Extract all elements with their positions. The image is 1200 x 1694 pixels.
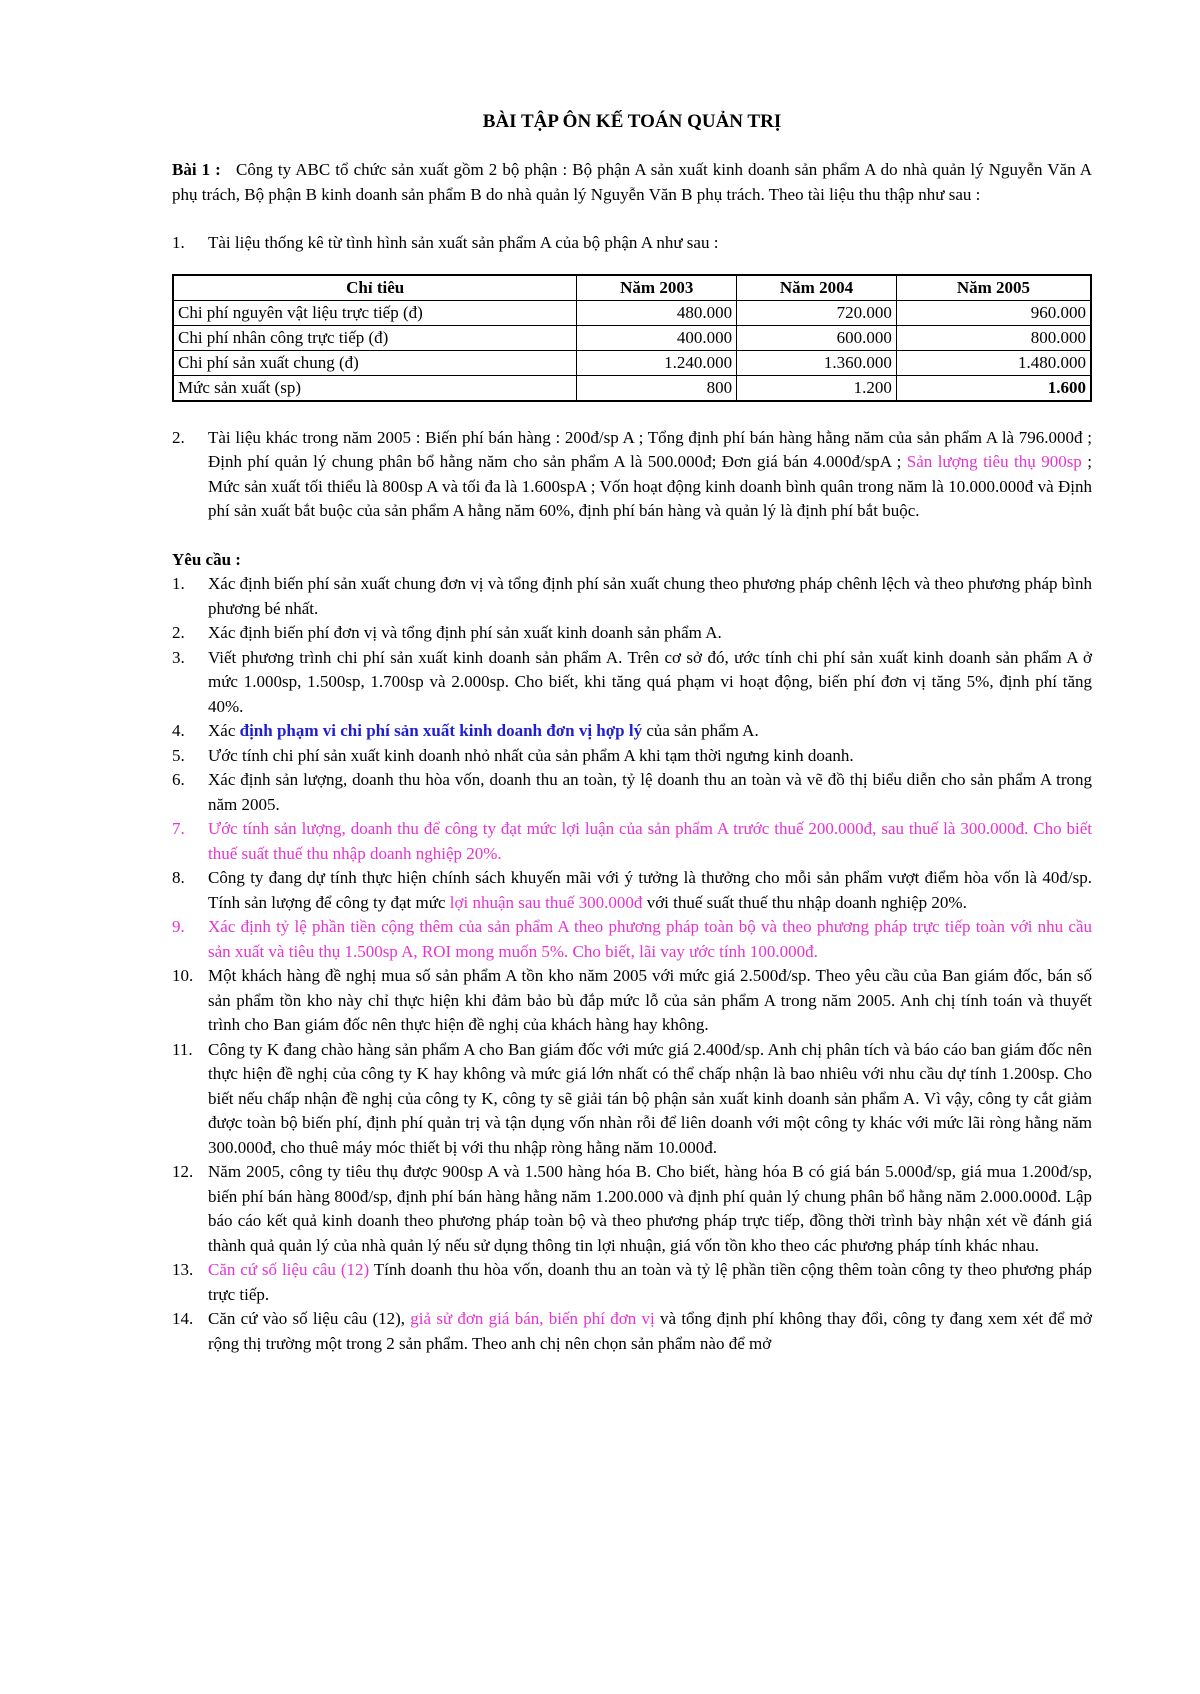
table-row	[173, 375, 1091, 401]
table-row	[173, 350, 1091, 375]
table-cell: Chi phí nguyên vật liệu trực tiếp (đ)	[173, 300, 577, 325]
item-text: Năm 2005, công ty tiêu thụ được 900sp A và 1.500 hàng hóa B. Cho biết, hàng hóa B có giá bán 5.000đ/sp, giá mua 1.200đ/sp, biến phí bán hàng 800đ/sp, định phí bán hàng hằng năm 1.200.000 và định phí quản lý chung phân bổ hằng năm 2.000.000đ. Lập báo cáo kết quả kinh doanh theo phương pháp toàn bộ và theo phương pháp trực tiếp, đồng thời trình bày nhận xét về đánh giá thành quả quản lý của nhà quản lý nếu sử dụng thông tin lợi nhuận, giá vốn tồn kho theo các phương pháp tính khác nhau.	[208, 1162, 1092, 1255]
highlight-text: lợi nhuận sau thuế 300.000đ	[449, 892, 643, 912]
data-item-1	[172, 231, 1092, 256]
item-text: Ước tính sản lượng, doanh thu để công ty đạt mức lợi luận của sản phẩm A trước thuế 200.000đ, sau thuế là 300.000đ. Cho biết thuế suất thuế thu nhập doanh nghiệp 20%.	[208, 819, 1092, 863]
table-cell: 960.000	[896, 300, 1091, 325]
item-text: Xác	[208, 721, 240, 740]
item-text: Tài liệu khác trong năm 2005 : Biến phí bán hàng : 200đ/sp A ; Tổng định phí bán hàng hằng năm của sản phẩm A là 796.000đ ; Định phí quản lý chung phân bổ hằng năm cho sản phẩm A là 500.000đ; Đơn giá bán 4.000đ/spA ;	[208, 427, 1092, 471]
table-cell: 600.000	[737, 325, 897, 350]
list-item	[172, 866, 1092, 915]
list-item	[172, 1307, 1092, 1356]
item-number: 2.	[172, 623, 185, 642]
list-item	[172, 1258, 1092, 1307]
bai1-label: Bài 1 :	[172, 160, 221, 179]
table-cell: Mức sản xuất (sp)	[173, 375, 577, 401]
item-text: Xác định sản lượng, doanh thu hòa vốn, doanh thu an toàn, tỷ lệ doanh thu an toàn và vẽ đồ thị biểu diễn cho sản phẩm A trong năm 2005.	[208, 770, 1092, 814]
item-text: Căn cứ vào số liệu câu (12),	[208, 1309, 411, 1328]
item-text: Ước tính chi phí sản xuất kinh doanh nhỏ nhất của sản phẩm A khi tạm thời ngưng kinh doanh.	[208, 745, 854, 765]
document-title: BÀI TẬP ÔN KẾ TOÁN QUẢN TRỊ	[482, 111, 782, 132]
list-item	[172, 744, 1092, 769]
table-header-cell: Năm 2004	[737, 275, 897, 301]
item-number: 3.	[172, 647, 185, 667]
table-cell: 1.360.000	[737, 350, 897, 375]
table-cell: 800.000	[896, 325, 1091, 350]
item-text: Xác định biến phí sản xuất chung đơn vị và tổng định phí sản xuất chung theo phương pháp chênh lệch và theo phương pháp bình phương bé nhất.	[208, 574, 1092, 618]
item-text: Xác định biến phí đơn vị và tổng định phí sản xuất kinh doanh sản phẩm A.	[208, 623, 722, 642]
table-cell: 1.600	[896, 375, 1091, 401]
item-number: 1.	[172, 574, 185, 593]
highlight-text: giả sử đơn giá bán, biến phí đơn vị	[410, 1309, 655, 1328]
item-text: Viết phương trình chi phí sản xuất kinh doanh sản phẩm A. Trên cơ sở đó, ước tính chi phí sản xuất kinh doanh sản phẩm A ở mức 1.000sp, 1.500sp, 1.700sp và 2.000sp. Cho biết, khi tăng quá phạm vi hoạt động, biến phí đơn vị tăng 5%, định phí tăng 40%.	[208, 647, 1092, 716]
table-cell: 1.480.000	[896, 350, 1091, 375]
item-number: 10.	[172, 966, 194, 985]
item-number: 11.	[172, 1039, 193, 1059]
table-header-cell: Năm 2003	[577, 275, 737, 301]
data-item-2	[172, 426, 1092, 524]
item-number: 6.	[172, 770, 185, 789]
item-text: Tính doanh thu hòa vốn, doanh thu an toàn và tỷ lệ phần tiền cộng thêm toàn công ty theo phương pháp trực tiếp.	[208, 1260, 1092, 1304]
list-item	[172, 768, 1092, 817]
item-text: và tổng định phí không thay đổi, công ty đang xem xét để mở rộng thị trường một trong 2 sản phẩm. Theo anh chị nên chọn sản phẩm nào để mở	[208, 1309, 1092, 1353]
table-cell: 800	[577, 375, 737, 401]
list-item	[172, 915, 1092, 964]
list-item	[172, 572, 1092, 621]
item-text: Một khách hàng đề nghị mua số sản phẩm A tồn kho năm 2005 với mức giá 2.500đ/sp. Theo yêu cầu của Ban giám đốc, bán số sản phẩm tồn kho này chỉ thực hiện khi đảm bảo bù đắp mức lỗ của sản phẩm A trong năm 2005. Anh chị tính toán và thuyết trình cho Ban giám đốc nên thực hiện đề nghị của khách hàng hay không.	[208, 966, 1092, 1034]
item-text: Công ty K đang chào hàng sản phẩm A cho Ban giám đốc với mức giá 2.400đ/sp. Anh chị phân tích và báo cáo ban giám đốc nên thực hiện đề nghị của công ty K hay không và mức giá lớn nhất có thể chấp nhận là bao nhiêu với nhu cầu dự tính 1.200sp. Cho biết nếu chấp nhận đề nghị của công ty K, công ty sẽ giải tán bộ phận sản xuất kinh doanh sản phẩm A. Vì vậy, công ty cắt giảm được toàn bộ biến phí, định phí quản trị và tận dụng vốn nhàn rỗi để liên doanh với một công ty khác với mức lãi ròng hằng năm 300.000đ, cho thuê máy móc thiết bị với thu nhập ròng hằng năm 10.000đ.	[208, 1039, 1092, 1157]
highlight-text: Căn cứ số liệu câu (12)	[208, 1260, 370, 1279]
table-header-row	[173, 275, 1091, 301]
item-number: 4.	[172, 721, 185, 740]
table-cell: 1.240.000	[577, 350, 737, 375]
table-cell: 400.000	[577, 325, 737, 350]
bai1-intro	[172, 158, 1092, 207]
list-item	[172, 817, 1092, 866]
item-text: Công ty đang dự tính thực hiện chính sách khuyến mãi với ý tưởng là thưởng cho mỗi sản phẩm vượt điểm hòa vốn là 40đ/sp. Tính sản lượng để công ty đạt mức	[208, 868, 1092, 912]
table-header-cell: Chỉ tiêu	[173, 275, 577, 301]
item-number: 2.	[172, 427, 185, 447]
item-number: 8.	[172, 868, 185, 887]
table-row	[173, 300, 1091, 325]
item-number: 1.	[172, 233, 185, 252]
item-text: Tài liệu thống kê từ tình hình sản xuất sản phẩm A của bộ phận A như sau :	[208, 233, 719, 252]
list-item	[172, 646, 1092, 720]
table-cell: 720.000	[737, 300, 897, 325]
item-text: của sản phẩm A.	[642, 721, 759, 740]
item-text: với thuế suất thuế thu nhập doanh nghiệp 20%.	[642, 892, 967, 912]
list-item	[172, 719, 1092, 744]
production-table	[172, 274, 1092, 402]
item-number: 7.	[172, 819, 185, 838]
list-item	[172, 964, 1092, 1038]
table-row	[173, 325, 1091, 350]
item-number: 14.	[172, 1309, 194, 1328]
requirements-list	[172, 572, 1092, 1356]
highlight-text: định phạm vi chi phí sản xuất kinh doanh đơn vị hợp lý	[239, 721, 643, 740]
table-cell: 1.200	[737, 375, 897, 401]
item-text: ; Mức sản xuất tối thiểu là 800sp A và tối đa là 1.600spA ; Vốn hoạt động kinh doanh bình quân trong năm là 10.000.000đ và Định phí sản xuất bắt buộc của sản phẩm A hằng năm 60%, định phí bán hàng và quản lý là định phí bắt buộc.	[208, 452, 1092, 520]
highlight-text: Sản lượng tiêu thụ 900sp	[906, 452, 1082, 471]
item-text: Xác định tỷ lệ phần tiền cộng thêm của sản phẩm A theo phương pháp toàn bộ và theo phương pháp trực tiếp toàn với nhu cầu sản xuất và tiêu thụ 1.500sp A, ROI mong muốn 5%. Cho biết, lãi vay ước tính 100.000đ.	[208, 917, 1092, 961]
table-cell: Chi phí nhân công trực tiếp (đ)	[173, 325, 577, 350]
item-number: 9.	[172, 917, 185, 936]
table-cell: 480.000	[577, 300, 737, 325]
item-number: 13.	[172, 1260, 194, 1279]
table-cell: Chi phí sản xuất chung (đ)	[173, 350, 577, 375]
list-item	[172, 621, 1092, 646]
list-item	[172, 1038, 1092, 1161]
requirements-title: Yêu cầu :	[172, 549, 241, 569]
item-number: 5.	[172, 745, 185, 765]
list-item	[172, 1160, 1092, 1258]
bai1-intro-text: Công ty ABC tổ chức sản xuất gồm 2 bộ phận : Bộ phận A sản xuất kinh doanh sản phẩm A do nhà quản lý Nguyễn Văn A phụ trách, Bộ phận B kinh doanh sản phẩm B do nhà quản lý Nguyễn Văn B phụ trách. Theo tài liệu thu thập như sau :	[172, 160, 1092, 204]
item-number: 12.	[172, 1162, 194, 1181]
table-header-cell: Năm 2005	[896, 275, 1091, 301]
document-page	[172, 110, 1092, 1356]
